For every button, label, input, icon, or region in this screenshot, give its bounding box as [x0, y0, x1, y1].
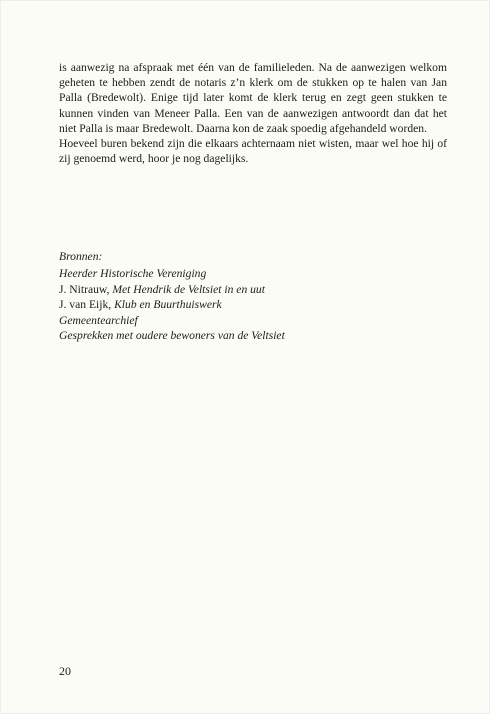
paragraph-2: Hoeveel buren bekend zijn die elkaars achternaam niet wisten, maar wel hoe hij of zij genoemd werd, hoor je nog dagelijks.	[59, 137, 447, 166]
sources-heading: Bronnen:	[59, 250, 103, 263]
source-item	[59, 297, 449, 312]
source-item	[59, 328, 449, 343]
page-number: 20	[59, 664, 71, 678]
source-title: Gemeentearchief	[59, 313, 138, 327]
source-title: Heerder Historische Vereniging	[59, 267, 207, 281]
source-item	[59, 266, 449, 281]
source-title: Met Hendrik de Veltsiet in en uut	[112, 282, 265, 296]
source-author: J. Nitrauw,	[59, 282, 113, 296]
source-title: Gesprekken met oudere bewoners van de Veltsiet	[59, 329, 285, 343]
body-text	[59, 60, 447, 166]
source-author: J. van Eijk,	[59, 298, 115, 312]
source-title: Klub en Buurthuiswerk	[114, 298, 222, 312]
sources-list	[59, 249, 449, 343]
source-item	[59, 282, 449, 297]
source-item	[59, 313, 449, 328]
paragraph-1: is aanwezig na afspraak met één van de familieleden. Na de aanwezigen welkom geheten te hebben zendt de notaris z’n klerk om de stukken op te halen van Jan Palla (Bredewolt). Enige tijd later komt de klerk terug en zegt geen stukken te kunnen vinden van Meneer Palla. Een van de aanwezigen antwoordt dan dat het niet Palla is maar Bredewolt. Daarna kon de zaak spoedig afgehandeld worden.	[59, 61, 447, 135]
